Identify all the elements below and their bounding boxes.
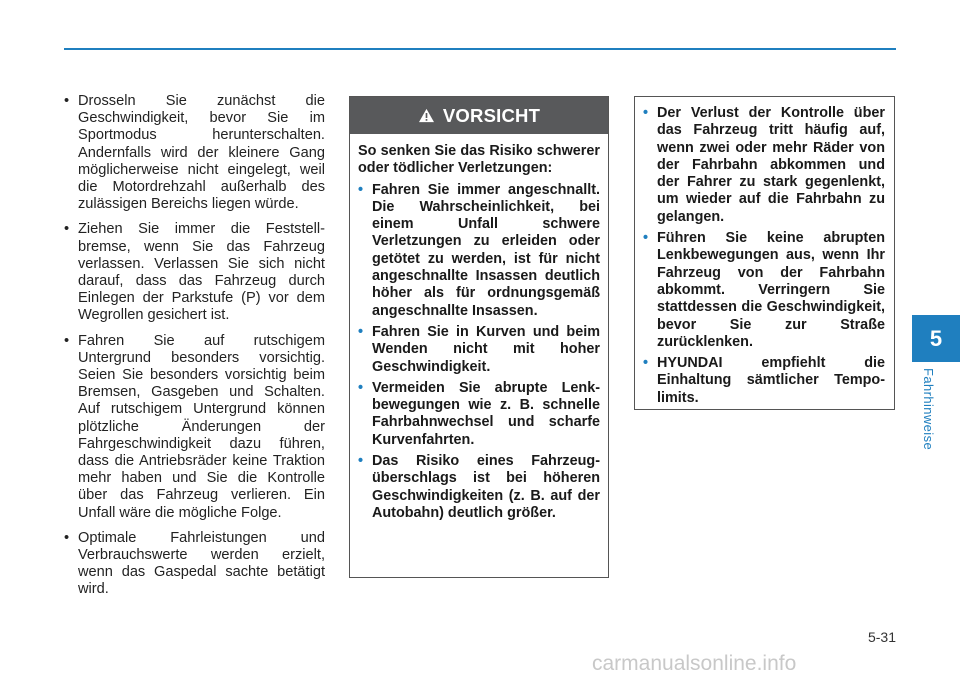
caution-header bbox=[350, 97, 608, 134]
list-item: • Fahren Sie immer angeschnallt. Die Wahrscheinlichkeit, bei einem Unfall schwere Verletzungen zu erleiden oder getötet zu werden, ist für nicht angeschnallte Insassen deutlich höher als für ordnungsgemäß angeschnallte Insassen. bbox=[358, 182, 600, 320]
caution-box bbox=[349, 96, 609, 578]
chapter-tab bbox=[912, 315, 960, 362]
left-bullet-list bbox=[64, 93, 325, 599]
list-item: • Ziehen Sie immer die Feststellbremse, wenn Sie das Fahrzeug verlassen. Verlassen Sie sich nicht darauf, dass das Fahrzeug durch Einlegen der Parkstufe (P) vor dem Wegrollen gesichert ist. bbox=[64, 221, 325, 324]
list-item: • HYUNDAI empfiehlt die Einhaltung sämtlicher Tempolimits. bbox=[643, 355, 885, 407]
caution-title: VORSICHT bbox=[442, 104, 541, 126]
list-item: • Vermeiden Sie abrupte Lenkbewegungen wie z. B. schnelle Fahrbahnwechsel und scharfe Kurvenfahrten. bbox=[358, 380, 600, 449]
watermark: carmanualsonline.info bbox=[592, 652, 797, 675]
warning-triangle-icon bbox=[418, 108, 435, 123]
list-item: • Fahren Sie in Kurven und beim Wenden nicht mit hoher Geschwindigkeit. bbox=[358, 324, 600, 376]
caution-intro: So senken Sie das Risiko schwerer oder tödlicher Verletzungen: bbox=[358, 143, 600, 177]
list-item: • Der Verlust der Kontrolle über das Fahrzeug tritt häufig auf, wenn zwei oder mehr Räder von der Fahrbahn abkommen und der Fahrer zu stark gegenlenkt, um wieder auf die Fahrbahn zu gelangen. bbox=[643, 105, 885, 226]
left-column bbox=[64, 93, 325, 607]
list-item: • Fahren Sie auf rutschigem Untergrund besonders vorsichtig. Seien Sie besonders vorsichtig beim Bremsen, Gasgeben und Schalten. Auf rutschigem Untergrund können plötzliche Änderungen der Fahrgeschwindigkeit dazu führen, dass die Antriebsräder keine Traktion mehr haben und Sie die Kontrolle über das Fahrzeug verlieren. Ein Unfall wäre die mögliche Folge. bbox=[64, 333, 325, 522]
continuation-bullet-list bbox=[643, 105, 885, 407]
list-item: • Das Risiko eines Fahrzeugüberschlags ist bei höheren Geschwindigkeiten (z. B. auf der Autobahn) deutlich größer. bbox=[358, 453, 600, 522]
chapter-label: Fahrhinweise bbox=[921, 368, 936, 451]
caution-bullet-list bbox=[358, 182, 600, 523]
chapter-number: 5 bbox=[929, 325, 943, 351]
top-rule bbox=[64, 48, 896, 50]
page-number: 5-31 bbox=[867, 629, 896, 645]
list-item: • Drosseln Sie zunächst die Geschwindigkeit, bevor Sie im Sportmodus herunterschalten. Andernfalls wird der kleinere Gang möglicherweise nicht eingelegt, weil die Motordrehzahl außerhalb des zulässigen Bereichs liegen würde. bbox=[64, 93, 325, 213]
caution-continuation-box bbox=[634, 96, 895, 410]
caution-body bbox=[350, 134, 608, 522]
list-item: • Führen Sie keine abrupten Lenkbewegungen aus, wenn Ihr Fahrzeug von der Fahrbahn abkommt. Verringern Sie stattdessen die Geschwindigkeit, bevor Sie zur Straße zurücklenken. bbox=[643, 230, 885, 351]
list-item: • Optimale Fahrleistungen und Verbrauchswerte werden erzielt, wenn das Gaspedal sachte betätigt wird. bbox=[64, 530, 325, 599]
